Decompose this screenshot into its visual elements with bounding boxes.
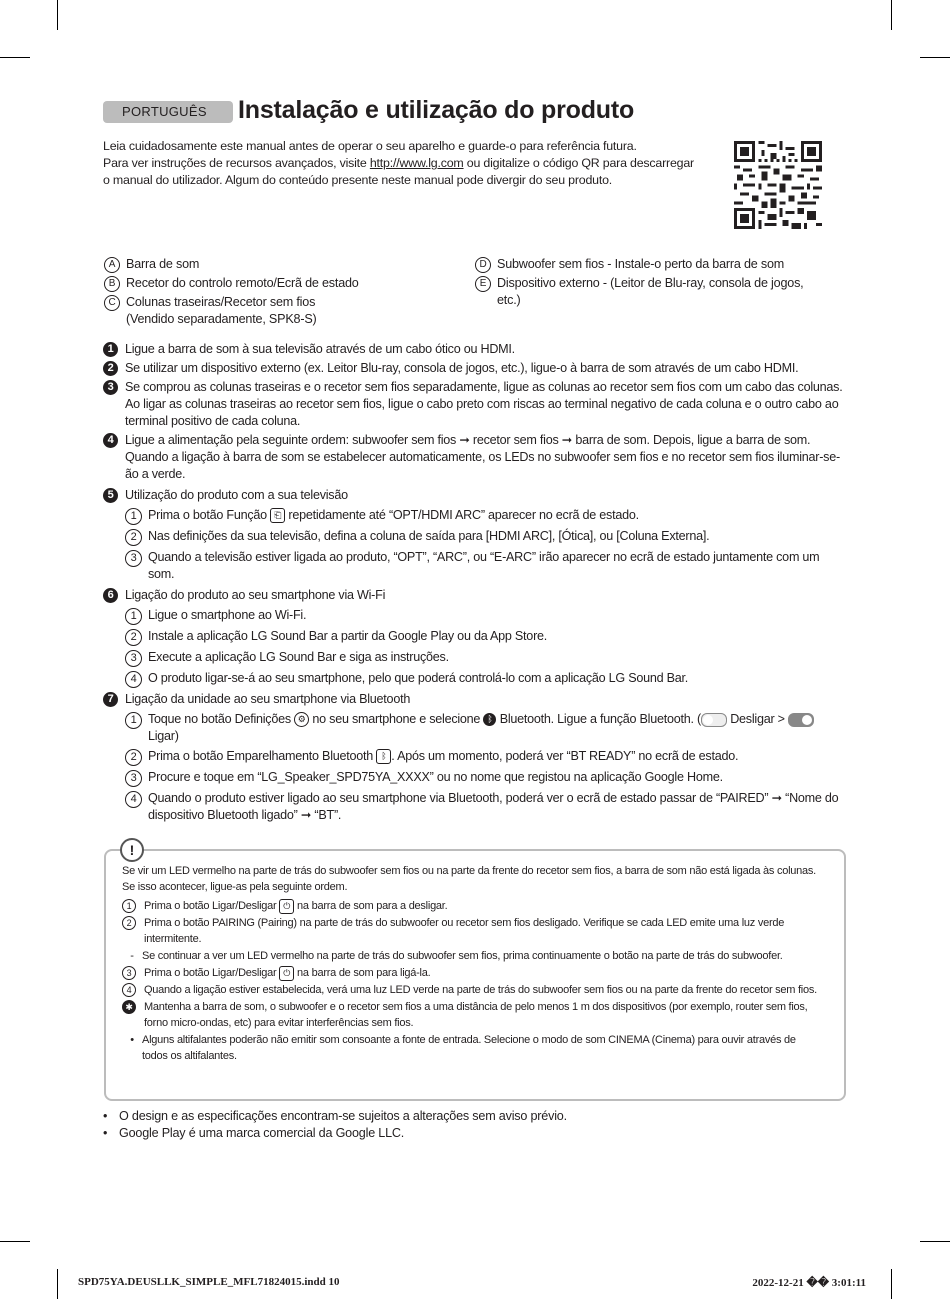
note-item [122,915,822,947]
function-label: Função [226,508,267,522]
letter-badge: E [475,276,491,292]
text-part: . ( [690,712,701,726]
exclamation-icon: ! [120,838,144,862]
substep [125,607,843,625]
step-7-substeps [125,711,843,824]
bullet-text: Google Play é uma marca comercial da Google LLC. [119,1126,405,1140]
note-body [122,863,822,1065]
text-part: “Nome do dispositivo Bluetooth ligado” [148,791,839,822]
text-part: PAIRING (Pairing) [212,917,297,929]
text-part: Bluetooth [448,791,500,805]
note-text [144,898,447,914]
text-part: na barra de som para a desligar. [294,900,448,912]
text-part: Bluetooth [639,712,691,726]
text-part: > [774,712,789,726]
text-part: Quando a televisão estiver ligada ao produto, “ [148,550,398,564]
footnote-bullets [103,1108,567,1142]
text-part: ” [764,791,769,805]
intro-line-1: Leia cuidadosamente este manual antes de operar o seu aparelho e guarde-o para referência futura. [103,139,637,153]
crop-mark [920,57,950,58]
step-4-part: recetor sem fios [472,433,559,447]
step-number-3: 3 [103,380,118,395]
text-part: ARC [436,550,463,564]
substep-text [148,711,843,745]
step-heading: Utilização do produto com a sua televisão [125,488,348,502]
component-label: Dispositivo externo - (Leitor de Blu-ray, consola de jogos, etc.) [497,276,804,307]
text-part: Prima o botão [144,900,213,912]
toggle-off-icon [701,713,727,727]
substep [125,670,843,688]
step-text: Se utilizar um dispositivo externo (ex. Leitor Blu-ray, consola de jogos, etc.), ligue-o à barra de som através de um cabo HDMI. [125,361,799,375]
crop-mark [0,57,30,58]
step-6-substeps [125,607,843,688]
substep [125,790,843,824]
arrow-right-icon: ➞ [459,433,470,447]
language-badge: PORTUGUÊS [103,101,233,123]
substep-number: 2 [125,629,142,646]
substep-text: Ligue o smartphone ao Wi-Fi. [148,608,307,622]
letter-badge: D [475,257,491,273]
qr-code-image [734,141,822,229]
power-icon: ⏻ [279,899,294,914]
substep-text [148,507,639,524]
step-2 [103,360,843,377]
step-number-4: 4 [103,433,118,448]
text-part: Bluetooth [499,712,551,726]
substep-number: 3 [125,770,142,787]
substep-text [148,549,843,583]
footer-timestamp: 2022-12-21 �� 3:01:11 [752,1277,866,1289]
footer-file-info: SPD75YA.DEUSLLK_SIMPLE_MFL71824015.indd 10 [78,1276,340,1288]
step-number-1: 1 [103,342,118,357]
note-text: Alguns altifalantes poderão não emitir som consoante a fonte de entrada. Selecione o modo de som CINEMA (Cinema) para ouvir através de todos os altifalantes. [142,1034,796,1062]
bluetooth-button-icon: ᛒ [376,749,391,764]
text-part: Emparelhamento Bluetooth [226,749,374,763]
substep-text: Nas definições da sua televisão, defina a coluna de saída para [HDMI ARC], [Ótica], ou [Coluna Externa]. [148,529,710,543]
arrow-right-icon: ➞ [561,433,573,447]
text-part: ) [174,729,179,743]
list-item [475,275,820,309]
note-lead: Se vir um LED vermelho na parte de trás do subwoofer sem fios ou na parte da frente do recetor sem fios, a barra de som não está ligada às colunas. Se isso acontecer, ligue-as pela seguinte ordem. [122,865,816,893]
substep-number: 1 [122,899,136,913]
substep [125,748,843,766]
substep-number: 4 [122,983,136,997]
bullet-marker: • [103,1109,108,1123]
bluetooth-icon: ᛒ [483,713,496,726]
step-6 [103,587,843,604]
step-5-substeps [125,507,843,583]
text-part: na barra de som para ligá-la. [294,967,431,979]
text-part: Ligar [148,729,175,743]
function-button-icon: ⎗ [270,508,285,523]
substep-number: 1 [125,508,142,525]
substep [125,649,843,667]
text-part: ” aparecer no ecrã de estado. [480,508,639,522]
step-number-6: 6 [103,588,118,603]
crop-mark [891,0,892,30]
substep [125,507,843,525]
note-item [122,965,822,981]
text-part: OPT/HDMI ARC [392,508,481,522]
step-heading: Ligação do produto ao seu smartphone via Wi-Fi [125,588,386,602]
substep-number: 2 [122,916,136,930]
crop-mark [0,1241,30,1242]
substep [125,711,843,745]
steps-list [103,341,843,827]
list-item [104,294,459,328]
letter-badge: B [104,276,120,292]
substep-number: 1 [125,608,142,625]
text-part: Ligar/Desligar [212,900,277,912]
substep [125,549,843,583]
text-part: BT READY [570,749,632,763]
text-part: “ [314,808,319,822]
component-label: Colunas traseiras/Recetor sem fios (Vendido separadamente, SPK8-S) [126,295,317,326]
text-part: ” no ecrã de estado. [631,749,739,763]
substep-text: Procure e toque em “LG_Speaker_SPD75YA_XXXX” ou no nome que registou na aplicação Google Home. [148,770,723,784]
note-item [122,982,822,998]
substep-number: 4 [125,791,142,808]
step-3 [103,379,843,430]
substep-text [148,748,738,765]
letter-badge: A [104,257,120,273]
text-part: Ligar/Desligar [212,967,277,979]
lg-link[interactable]: http://www.lg.com [369,156,464,170]
step-text [125,432,843,483]
step-heading: Ligação da unidade ao seu smartphone via Bluetooth [125,692,411,706]
step-number-2: 2 [103,361,118,376]
arrow-right-icon: ➞ [771,791,782,805]
components-list-right [475,256,820,311]
list-item [104,256,459,273]
component-label: Recetor do controlo remoto/Ecrã de estado [126,276,359,290]
text-part: , poderá ver o ecrã de estado passar de “ [499,791,720,805]
component-label: Barra de som [126,257,200,271]
text-part: PAIRED [719,791,765,805]
intro-text [103,138,723,189]
text-part: . Ligue a função [550,712,640,726]
note-item [122,1032,822,1064]
text-part: Definições [234,712,291,726]
letter-badge: C [104,295,120,311]
crop-mark [920,1241,950,1242]
step-number-7: 7 [103,692,118,707]
bullet-marker: • [130,1034,134,1046]
step-5 [103,487,843,504]
note-item [122,948,822,964]
substep-number: 3 [122,966,136,980]
step-7 [103,691,843,708]
list-item [475,256,820,273]
dash-marker: - [130,950,134,962]
substep [125,528,843,546]
intro-line-2 [103,155,723,172]
substep-number: 4 [125,671,142,688]
power-icon: ⏻ [279,966,294,981]
step-1 [103,341,843,358]
list-item [104,275,459,292]
intro-line-3: o manual do utilizador. Algum do conteúdo presente neste manual pode divergir do seu produto. [103,173,613,187]
substep-number: 2 [125,529,142,546]
text-part: ”, ou “ [462,550,494,564]
text-part: Prima o botão [144,967,213,979]
substep-text: O produto ligar-se-á ao seu smartphone, pelo que poderá controlá-lo com a aplicação LG Sound Bar. [148,671,689,685]
intro-line-2b: ou digitalize o código QR para descarregar [463,156,694,170]
substep-text: Execute a aplicação LG Sound Bar e siga as instruções. [148,650,449,664]
text-part: Desligar [730,712,775,726]
text-part: Prima o botão [148,749,227,763]
text-part: . Após um momento, poderá ver “ [391,749,571,763]
step-4-part: Ligue a alimentação pela seguinte ordem: subwoofer sem fios [125,433,457,447]
list-item [103,1108,567,1125]
page-title: Instalação e utilização do produto [238,96,635,124]
text-part: ”. [333,808,342,822]
text-part: Prima o botão [144,917,213,929]
crop-mark [57,1269,58,1299]
note-text [144,915,822,947]
settings-gear-icon: ⚙ [294,712,309,727]
arrow-right-icon: ➞ [300,808,312,822]
text-part: E-ARC [493,550,532,564]
text-part: repetidamente até “ [285,508,393,522]
substep-number: 3 [125,550,142,567]
text-part: Quando o produto estiver ligado ao seu smartphone via [148,791,449,805]
step-text: Se comprou as colunas traseiras e o recetor sem fios separadamente, ligue as colunas ao recetor sem fios com um cabo das colunas. Ao ligar as colunas traseiras ao recetor sem fios, ligue o cabo preto com riscas ao terminal negativo de cada coluna e o outro cabo ao terminal positivo de cada coluna. [125,380,843,428]
text-part: ”, “ [422,550,437,564]
text-part: na parte de trás do subwoofer ou recetor sem fios desligado. Verifique se cada LED emite uma luz verde intermitente. [144,917,785,945]
step-text: Ligue a barra de som à sua televisão através de um cabo ótico ou HDMI. [125,342,515,356]
note-text: Se continuar a ver um LED vermelho na parte de trás do subwoofer sem fios, prima continuamente o botão na parte de trás do subwoofer. [142,950,783,962]
list-item [103,1125,567,1142]
note-item [122,999,822,1031]
text-part: BT [318,808,334,822]
bullet-marker: • [103,1126,108,1140]
component-label: Subwoofer sem fios - Instale-o perto da barra de som [497,257,785,271]
note-text: Mantenha a barra de som, o subwoofer e o recetor sem fios a uma distância de pelo menos 1 m dos dispositivos (por exemplo, router sem fios, forno micro-ondas, etc) para evitar interferências sem fios. [144,1001,808,1029]
crop-mark [57,0,58,30]
substep-number: 3 [125,650,142,667]
crop-mark [891,1269,892,1299]
text-part: Prima o botão [148,508,227,522]
substep [125,628,843,646]
text-part: Toque no botão [148,712,235,726]
bullet-text: O design e as especificações encontram-se sujeitos a alterações sem aviso prévio. [119,1109,567,1123]
step-4 [103,432,843,483]
substep-text: Instale a aplicação LG Sound Bar a partir da Google Play ou da App Store. [148,629,548,643]
note-item [122,898,822,914]
text-part: OPT [397,550,423,564]
note-text [144,965,430,981]
step-number-5: 5 [103,488,118,503]
intro-line-2a: Para ver instruções de recursos avançados, visite [103,156,370,170]
substep-number: 2 [125,749,142,766]
text-part: no seu smartphone e selecione [309,712,484,726]
step-4-part: barra de som. Depois, ligue a barra de som. Quando a ligação à barra de som se estabelecer automaticamente, os LEDs no subwoofer sem fios e no recetor sem fios iluminar-se-ão a verde. [125,433,840,481]
substep-text [148,790,843,824]
components-list-left [104,256,459,330]
toggle-on-icon [788,713,814,727]
text-part: ” irão aparecer no ecrã de estado juntamente com um som. [148,550,820,581]
substep-number: 1 [125,712,142,729]
substep [125,769,843,787]
star-icon: ✱ [122,1000,136,1014]
note-text: Quando a ligação estiver estabelecida, verá uma luz LED verde na parte de trás do subwoofer sem fios ou na parte da frente do recetor sem fios. [144,984,817,996]
